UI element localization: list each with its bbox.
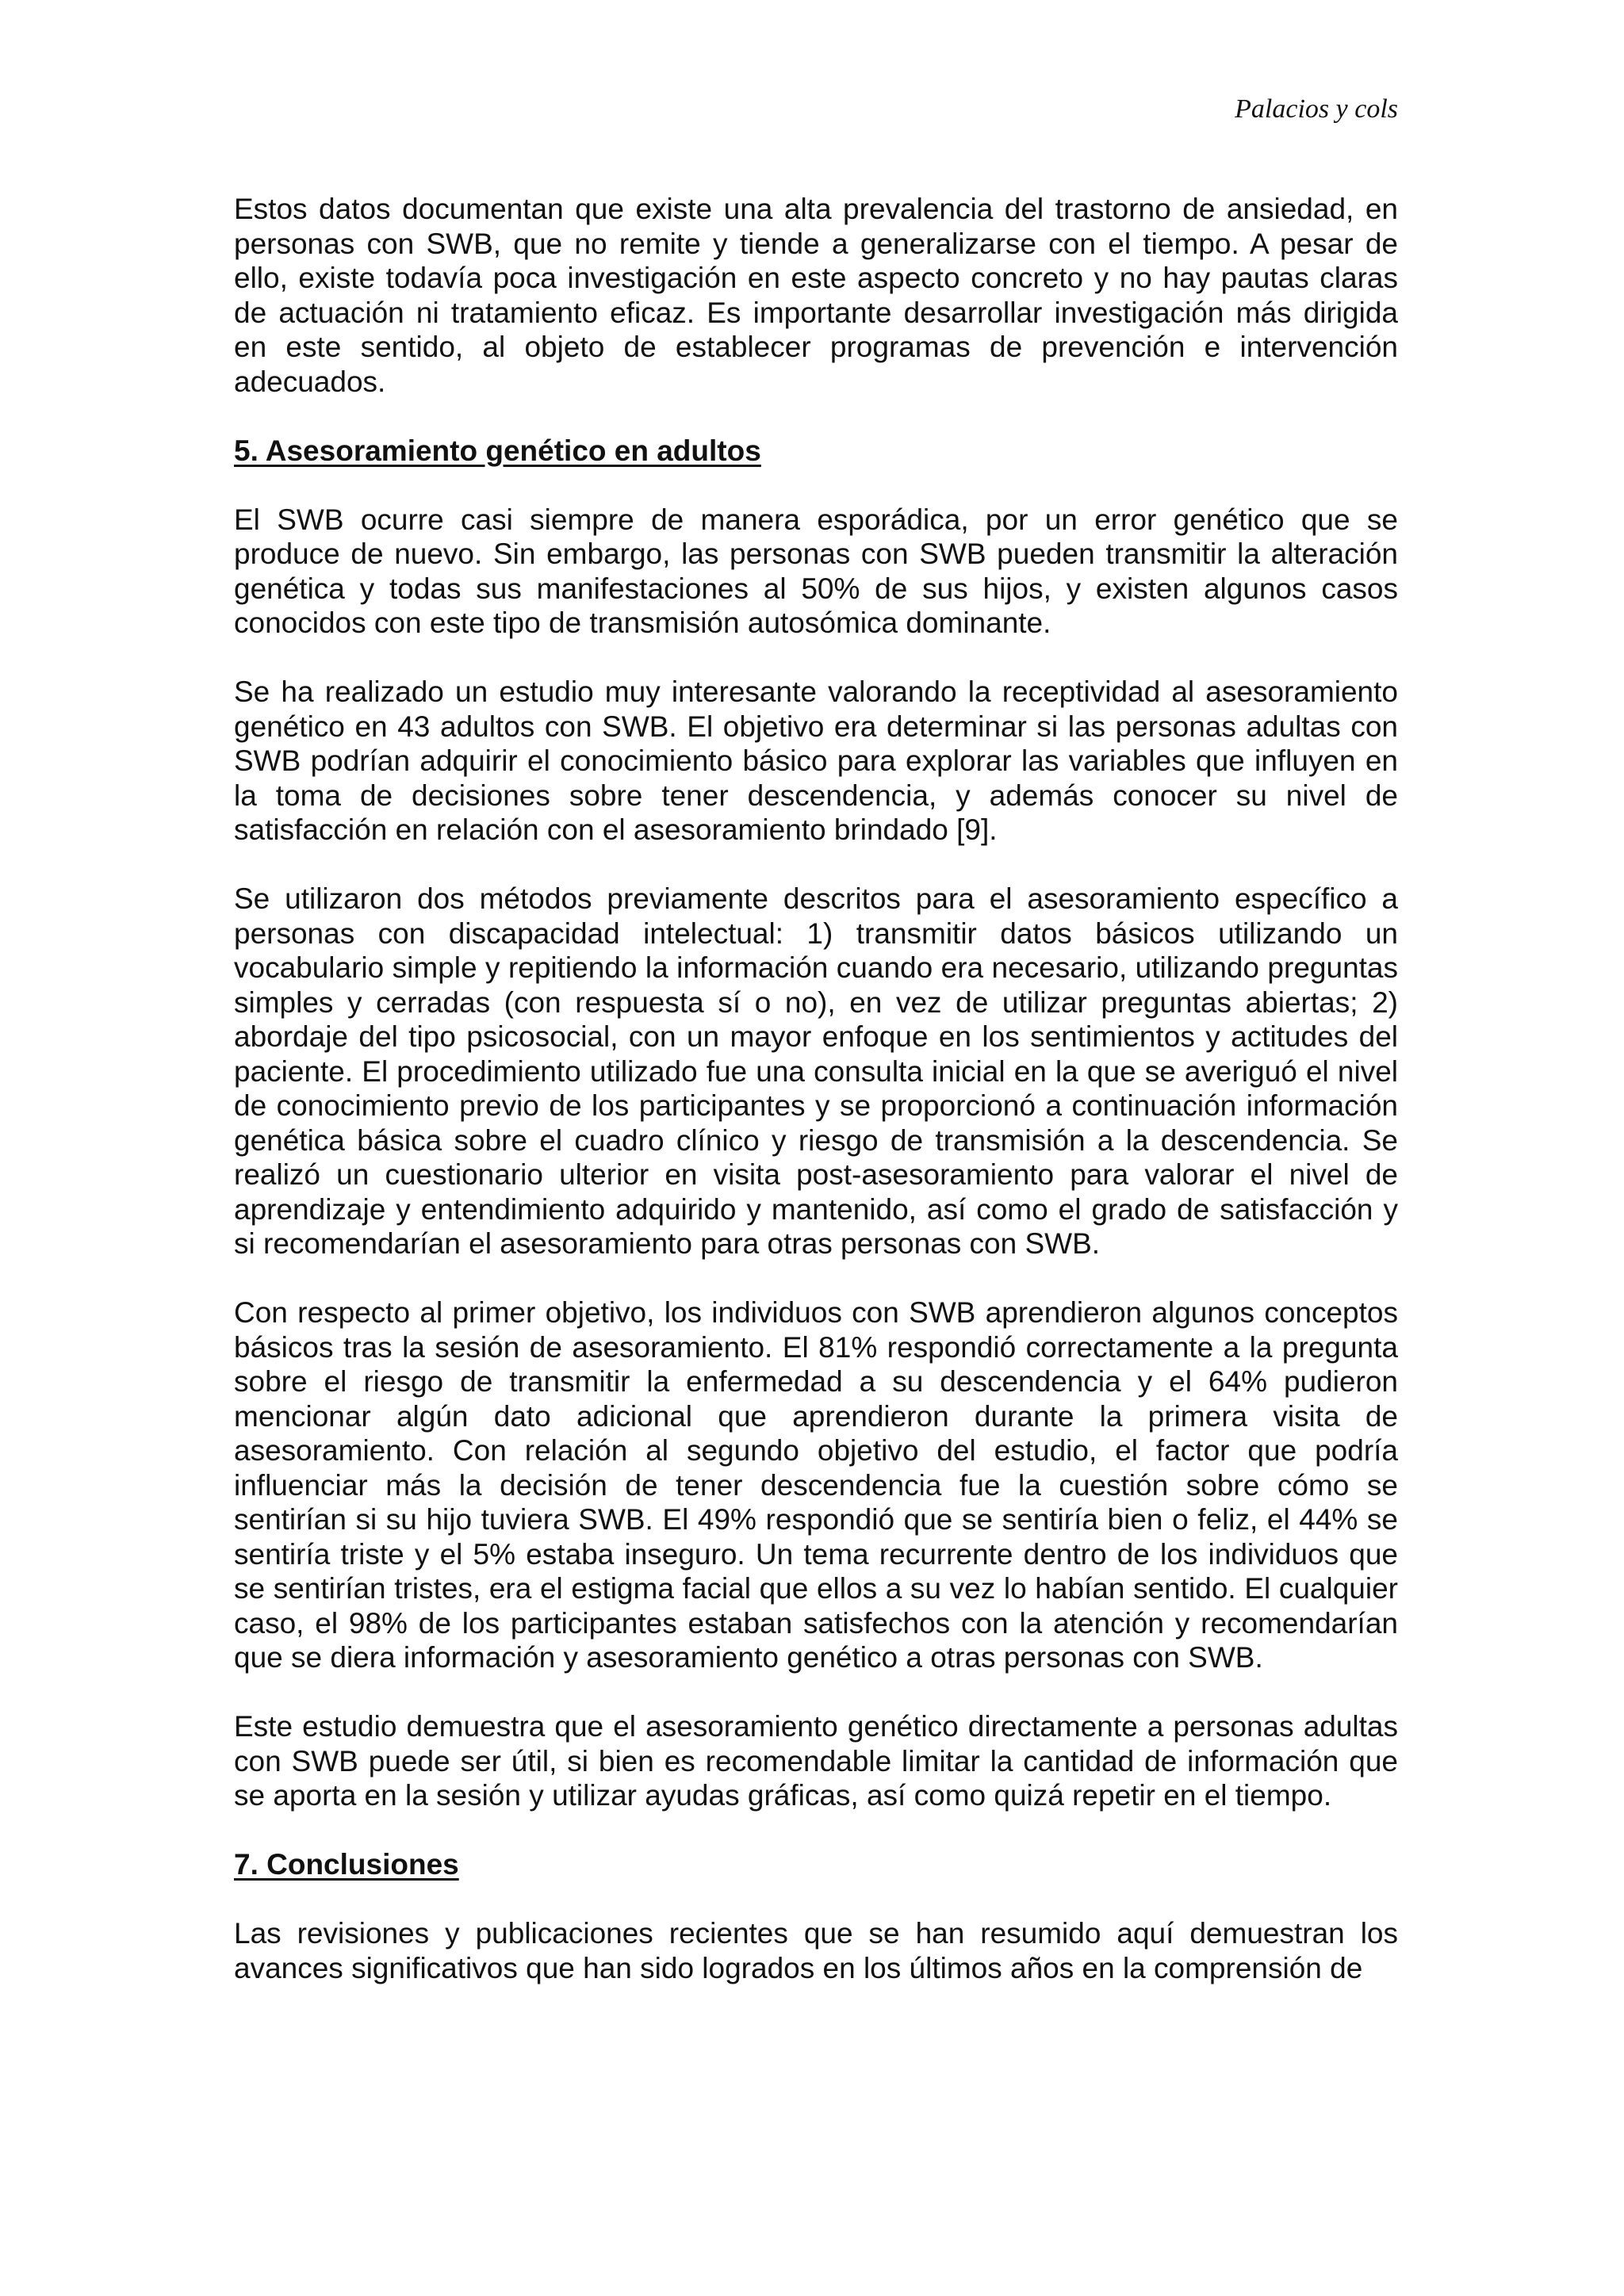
paragraph-study-conclusion: Este estudio demuestra que el asesoramiento genético directamente a personas adultas con SWB puede ser útil, si bien es recomendable limitar la cantidad de información que se aporta en la sesión y utilizar ayudas gráficas, así como quizá repetir en el tiempo. bbox=[234, 1710, 1398, 1812]
body-text bbox=[234, 192, 1398, 1985]
section-heading-genetic-counseling: 5. Asesoramiento genético en adultos bbox=[234, 434, 761, 467]
paragraph-anxiety-prevalence: Estos datos documentan que existe una alta prevalencia del trastorno de ansiedad, en personas con SWB, que no remite y tiende a generalizarse con el tiempo. A pesar de ello, existe todavía poca investigación en este aspecto concreto y no hay pautas claras de actuación ni tratamiento eficaz. Es importante desarrollar investigación más dirigida en este sentido, al objeto de establecer programas de prevención e intervención adecuados. bbox=[234, 193, 1398, 398]
paragraph-study-description: Se ha realizado un estudio muy interesante valorando la receptividad al asesoramiento genético en 43 adultos con SWB. El objetivo era determinar si las personas adultas con SWB podrían adquirir el conocimiento básico para explorar las variables que influyen en la toma de decisiones sobre tener descendencia, y además conocer su nivel de satisfacción en relación con el asesoramiento brindado [9]. bbox=[234, 675, 1398, 846]
paragraph-conclusions: Las revisiones y publicaciones recientes que se han resumido aquí demuestran los avances significativos que han sido logrados en los últimos años en la comprensión de bbox=[234, 1917, 1398, 1984]
paragraph-sporadic-transmission: El SWB ocurre casi siempre de manera esporádica, por un error genético que se produce de nuevo. Sin embargo, las personas con SWB pueden transmitir la alteración genética y todas sus manifestaciones al 50% de sus hijos, y existen algunos casos conocidos con este tipo de transmisión autosómica dominante. bbox=[234, 503, 1398, 639]
section-heading-conclusions: 7. Conclusiones bbox=[234, 1848, 459, 1881]
paragraph-results: Con respecto al primer objetivo, los individuos con SWB aprendieron algunos conceptos básicos tras la sesión de asesoramiento. El 81% respondió correctamente a la pregunta sobre el riesgo de transmitir la enfermedad a su descendencia y el 64% pudieron mencionar algún dato adicional que aprendieron durante la primera visita de asesoramiento. Con relación al segundo objetivo del estudio, el factor que podría influenciar más la decisión de tener descendencia fue la cuestión sobre cómo se sentirían si su hijo tuviera SWB. El 49% respondió que se sentiría bien o feliz, el 44% se sentiría triste y el 5% estaba inseguro. Un tema recurrente dentro de los individuos que se sentirían tristes, era el estigma facial que ellos a su vez lo habían sentido. El cualquier caso, el 98% de los participantes estaban satisfechos con la atención y recomendarían que se diera información y asesoramiento genético a otras personas con SWB. bbox=[234, 1296, 1398, 1674]
running-head: Palacios y cols bbox=[1235, 94, 1398, 124]
paragraph-methods: Se utilizaron dos métodos previamente descritos para el asesoramiento específico a personas con discapacidad intelectual: 1) transmitir datos básicos utilizando un vocabulario simple y repitiendo la información cuando era necesario, utilizando preguntas simples y cerradas (con respuesta sí o no), en vez de utilizar preguntas abiertas; 2) abordaje del tipo psicosocial, con un mayor enfoque en los sentimientos y actitudes del paciente. El procedimiento utilizado fue una consulta inicial en la que se averiguó el nivel de conocimiento previo de los participantes y se proporcionó a continuación información genética básica sobre el cuadro clínico y riesgo de transmisión a la descendencia. Se realizó un cuestionario ulterior en visita post-asesoramiento para valorar el nivel de aprendizaje y entendimiento adquirido y mantenido, así como el grado de satisfacción y si recomendarían el asesoramiento para otras personas con SWB. bbox=[234, 882, 1398, 1260]
